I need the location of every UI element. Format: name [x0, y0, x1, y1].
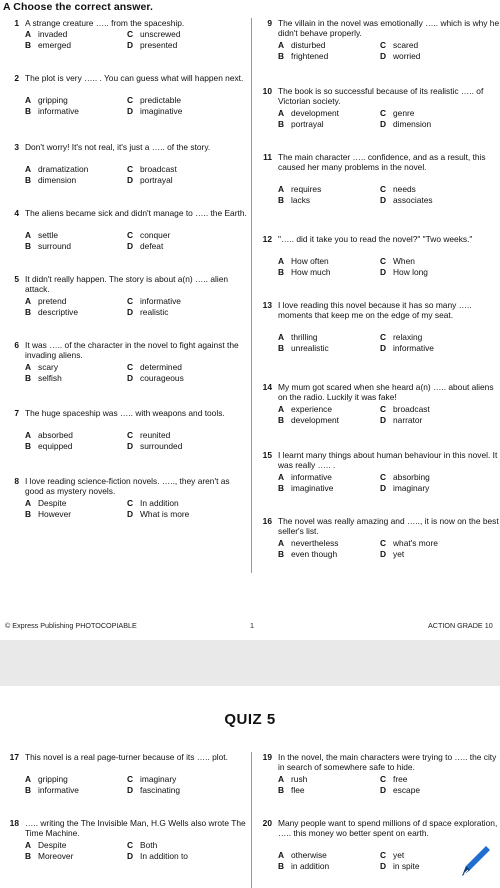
- option-text: thrilling: [291, 332, 318, 343]
- option-b[interactable]: [25, 373, 62, 383]
- question-number: 14: [262, 382, 272, 392]
- option-letter: B: [278, 861, 285, 872]
- option-text: absorbed: [38, 429, 73, 440]
- option-b[interactable]: [278, 119, 324, 129]
- option-letter: D: [380, 50, 387, 61]
- option-b[interactable]: [278, 785, 305, 795]
- question-stem: I love reading science-fiction novels. ….., they aren't as good as mystery novels.: [25, 476, 230, 497]
- option-letter: C: [380, 332, 387, 343]
- option-c[interactable]: [127, 95, 181, 105]
- option-letter: B: [25, 508, 32, 519]
- option-text: dimension: [38, 174, 77, 185]
- question-stem: A strange creature ….. from the spaceship.: [25, 18, 185, 28]
- option-a[interactable]: [278, 40, 325, 50]
- option-text: portrayal: [291, 118, 324, 129]
- option-text: determined: [140, 361, 182, 372]
- option-text: in spite: [393, 861, 420, 872]
- option-text: disturbed: [291, 39, 326, 50]
- option-letter: A: [25, 839, 32, 850]
- option-text: courageous: [140, 372, 184, 383]
- option-a[interactable]: [25, 498, 66, 508]
- option-text: absorbing: [393, 471, 430, 482]
- option-c[interactable]: [127, 774, 176, 784]
- option-d[interactable]: [380, 549, 404, 559]
- option-letter: D: [127, 240, 134, 251]
- question-stem: The main character ….. confidence, and as a result, this caused her many problems in the novel.: [278, 152, 486, 173]
- question-number: 8: [14, 476, 19, 486]
- option-text: unscrewed: [140, 29, 181, 40]
- option-letter: B: [25, 440, 32, 451]
- question-stem: It was ….. of the character in the novel to fight against the invading aliens.: [25, 340, 239, 361]
- option-letter: D: [127, 850, 134, 861]
- option-b[interactable]: [25, 509, 71, 519]
- option-d[interactable]: [127, 307, 168, 317]
- option-b[interactable]: [278, 549, 337, 559]
- footer-copyright: © Express Publishing PHOTOCOPIABLE: [5, 621, 137, 630]
- option-text: informative: [140, 295, 181, 306]
- question-number: 18: [9, 818, 19, 828]
- question-number: 6: [14, 340, 19, 350]
- option-letter: C: [127, 839, 134, 850]
- question-number: 13: [262, 300, 272, 310]
- option-text: escape: [393, 784, 421, 795]
- option-text: development: [291, 107, 339, 118]
- option-letter: D: [127, 306, 134, 317]
- option-text: pretend: [38, 295, 67, 306]
- option-a[interactable]: [25, 230, 58, 240]
- option-text: narrator: [393, 414, 423, 425]
- option-letter: B: [25, 40, 32, 51]
- option-c[interactable]: [127, 498, 179, 508]
- option-letter: D: [127, 372, 134, 383]
- question-stem: The aliens became sick and didn't manage to ….. the Earth.: [25, 208, 247, 218]
- option-text: conquer: [140, 229, 171, 240]
- option-text: imaginative: [140, 105, 183, 116]
- option-a[interactable]: [278, 332, 318, 342]
- option-text: However: [38, 508, 72, 519]
- option-letter: C: [127, 163, 134, 174]
- option-d[interactable]: [127, 509, 189, 519]
- option-text: associates: [393, 195, 433, 206]
- option-letter: C: [380, 107, 387, 118]
- option-letter: B: [25, 174, 32, 185]
- question-stem: My mum got scared when she heard a(n) ….. about aliens on the radio. Luckily it was fake!: [278, 382, 494, 403]
- option-d[interactable]: [380, 343, 434, 353]
- question-stem: In the novel, the main characters were trying to ….. the city in search of somewhere safe to hide.: [278, 752, 497, 773]
- option-text: surround: [38, 240, 72, 251]
- option-letter: A: [278, 850, 285, 861]
- option-text: How much: [291, 266, 331, 277]
- option-d[interactable]: [127, 851, 188, 861]
- option-text: experience: [291, 403, 332, 414]
- option-letter: A: [278, 107, 285, 118]
- option-c[interactable]: [127, 29, 181, 39]
- option-c[interactable]: [127, 430, 170, 440]
- question-number: 16: [262, 516, 272, 526]
- option-text: surrounded: [140, 440, 183, 451]
- option-a[interactable]: [278, 108, 339, 118]
- footer-grade: ACTION GRADE 10: [428, 621, 493, 630]
- option-b[interactable]: [278, 483, 333, 493]
- option-a[interactable]: [25, 840, 66, 850]
- option-letter: D: [127, 440, 134, 451]
- option-text: lacks: [291, 195, 311, 206]
- question-number: 2: [14, 73, 19, 83]
- option-a[interactable]: [25, 95, 68, 105]
- option-text: dramatization: [38, 163, 89, 174]
- option-letter: C: [380, 471, 387, 482]
- option-letter: C: [127, 497, 134, 508]
- option-letter: C: [127, 429, 134, 440]
- option-a[interactable]: [278, 256, 329, 266]
- option-letter: C: [380, 773, 387, 784]
- option-d[interactable]: [380, 785, 420, 795]
- option-text: yet: [393, 548, 405, 559]
- option-letter: A: [278, 255, 285, 266]
- option-letter: B: [278, 482, 285, 493]
- option-text: equipped: [38, 440, 73, 451]
- option-letter: C: [380, 537, 387, 548]
- option-text: imaginary: [140, 773, 177, 784]
- question-number: 17: [9, 752, 19, 762]
- option-text: Both: [140, 839, 158, 850]
- option-a[interactable]: [25, 362, 58, 372]
- section-heading: A Choose the correct answer.: [3, 1, 154, 13]
- question-stem: ….. writing the The Invisible Man, H.G Wells also wrote The Time Machine.: [25, 818, 246, 839]
- question-number: 20: [262, 818, 272, 828]
- question-stem: It didn't really happen. The story is about a(n) ….. alien attack.: [25, 274, 229, 295]
- option-letter: B: [278, 118, 285, 129]
- option-letter: B: [25, 306, 32, 317]
- option-c[interactable]: [380, 774, 407, 784]
- option-letter: A: [278, 471, 285, 482]
- question-number: 15: [262, 450, 272, 460]
- option-text: descriptive: [38, 306, 79, 317]
- option-letter: D: [127, 508, 134, 519]
- option-d[interactable]: [380, 119, 431, 129]
- option-text: Despite: [38, 497, 67, 508]
- option-d[interactable]: [127, 373, 184, 383]
- option-c[interactable]: [380, 40, 418, 50]
- option-text: settle: [38, 229, 59, 240]
- question-number: 7: [14, 408, 19, 418]
- footer-page-number: 1: [250, 621, 254, 630]
- option-text: development: [291, 414, 339, 425]
- option-a[interactable]: [278, 472, 332, 482]
- option-text: How often: [291, 255, 329, 266]
- question-number: 4: [14, 208, 19, 218]
- option-letter: D: [380, 195, 387, 206]
- option-text: broadcast: [140, 163, 177, 174]
- question-number: 11: [263, 152, 272, 162]
- question-stem: This novel is a real page-turner because of its ….. plot.: [25, 752, 228, 762]
- option-letter: B: [25, 850, 32, 861]
- option-text: yet: [393, 850, 405, 861]
- option-letter: B: [25, 784, 32, 795]
- option-d[interactable]: [380, 267, 428, 277]
- option-letter: B: [278, 50, 285, 61]
- question-stem: Don't worry! It's not real, it's just a ….. of the story.: [25, 142, 211, 152]
- option-letter: D: [380, 414, 387, 425]
- option-letter: B: [278, 343, 285, 354]
- option-letter: C: [380, 850, 387, 861]
- option-letter: A: [25, 295, 32, 306]
- question-stem: The book is so successful because of its realistic ….. of Victorian society.: [278, 86, 484, 107]
- option-b[interactable]: [278, 195, 310, 205]
- option-text: what's more: [393, 537, 438, 548]
- option-c[interactable]: [380, 184, 416, 194]
- option-letter: D: [380, 482, 387, 493]
- option-letter: D: [380, 343, 387, 354]
- option-text: presented: [140, 40, 178, 51]
- option-text: needs: [393, 184, 416, 195]
- option-text: In addition to: [140, 850, 188, 861]
- option-b[interactable]: [278, 267, 331, 277]
- option-letter: D: [380, 266, 387, 277]
- question-number: 9: [267, 18, 272, 28]
- option-c[interactable]: [380, 332, 422, 342]
- option-text: requires: [291, 184, 322, 195]
- option-letter: B: [278, 784, 285, 795]
- option-text: How long: [393, 266, 428, 277]
- option-text: even though: [291, 548, 338, 559]
- option-letter: A: [25, 497, 32, 508]
- option-text: free: [393, 773, 408, 784]
- option-letter: A: [278, 39, 285, 50]
- option-d[interactable]: [127, 106, 182, 116]
- option-letter: D: [127, 784, 134, 795]
- option-letter: D: [127, 105, 134, 116]
- option-letter: B: [278, 195, 285, 206]
- option-letter: A: [278, 184, 285, 195]
- option-b[interactable]: [25, 851, 73, 861]
- option-text: reunited: [140, 429, 171, 440]
- option-a[interactable]: [25, 296, 66, 306]
- option-b[interactable]: [278, 861, 329, 871]
- option-text: When: [393, 255, 415, 266]
- option-letter: C: [127, 94, 134, 105]
- option-text: scared: [393, 39, 419, 50]
- option-c[interactable]: [127, 362, 182, 372]
- option-text: genre: [393, 107, 415, 118]
- option-c[interactable]: [380, 404, 430, 414]
- option-letter: B: [278, 548, 285, 559]
- option-letter: A: [25, 429, 32, 440]
- option-letter: B: [25, 372, 32, 383]
- option-text: relaxing: [393, 332, 423, 343]
- question-stem: The villain in the novel was emotionally ….. which is why he didn't behave properly.: [278, 18, 500, 39]
- option-letter: C: [380, 184, 387, 195]
- question-stem: The plot is very ….. . You can guess what will happen next.: [25, 73, 244, 83]
- question-number: 19: [262, 752, 272, 762]
- question-number: 1: [14, 18, 19, 28]
- option-text: invaded: [38, 29, 68, 40]
- option-text: dimension: [393, 118, 432, 129]
- option-text: imaginative: [291, 482, 334, 493]
- option-text: informative: [38, 105, 79, 116]
- option-text: selfish: [38, 372, 62, 383]
- option-c[interactable]: [380, 472, 430, 482]
- option-text: broadcast: [393, 403, 430, 414]
- option-d[interactable]: [127, 785, 180, 795]
- option-letter: C: [127, 295, 134, 306]
- option-letter: C: [380, 403, 387, 414]
- option-d[interactable]: [380, 415, 422, 425]
- option-d[interactable]: [380, 483, 429, 493]
- option-letter: A: [25, 29, 32, 40]
- option-letter: D: [127, 174, 134, 185]
- option-letter: C: [127, 229, 134, 240]
- option-text: defeat: [140, 240, 164, 251]
- option-a[interactable]: [278, 774, 307, 784]
- option-c[interactable]: [127, 296, 181, 306]
- option-text: scary: [38, 361, 59, 372]
- option-a[interactable]: [278, 184, 321, 194]
- option-c[interactable]: [380, 538, 438, 548]
- option-letter: A: [25, 361, 32, 372]
- option-c[interactable]: [380, 108, 414, 118]
- option-d[interactable]: [127, 441, 182, 451]
- option-text: informative: [291, 471, 332, 482]
- option-text: rush: [291, 773, 308, 784]
- option-text: fascinating: [140, 784, 181, 795]
- option-c[interactable]: [380, 256, 415, 266]
- option-text: In addition: [140, 497, 179, 508]
- option-d[interactable]: [127, 175, 173, 185]
- option-d[interactable]: [380, 195, 433, 205]
- option-text: gripping: [38, 94, 68, 105]
- option-letter: C: [127, 773, 134, 784]
- question-number: 12: [262, 234, 272, 244]
- option-text: unrealistic: [291, 343, 329, 354]
- option-a[interactable]: [25, 430, 73, 440]
- option-letter: A: [278, 537, 285, 548]
- option-a[interactable]: [25, 774, 68, 784]
- option-d[interactable]: [127, 40, 177, 50]
- option-letter: A: [278, 332, 285, 343]
- option-letter: D: [380, 861, 387, 872]
- quiz-title: QUIZ 5: [224, 711, 276, 728]
- option-b[interactable]: [25, 40, 71, 50]
- question-stem: The huge spaceship was ….. with weapons and tools.: [25, 408, 225, 418]
- option-b[interactable]: [25, 307, 78, 317]
- option-letter: B: [278, 266, 285, 277]
- option-letter: D: [380, 118, 387, 129]
- question-stem: The novel was really amazing and ….., it is now on the best seller's list.: [278, 516, 499, 537]
- option-b[interactable]: [25, 241, 71, 251]
- question-stem: "….. did it take you to read the novel?" "Two weeks.": [278, 234, 473, 244]
- option-b[interactable]: [25, 441, 72, 451]
- option-letter: B: [25, 105, 32, 116]
- option-letter: D: [380, 784, 387, 795]
- option-d[interactable]: [380, 861, 420, 871]
- column-divider-2: [251, 752, 252, 888]
- option-letter: A: [25, 229, 32, 240]
- option-text: Moreover: [38, 850, 74, 861]
- option-letter: B: [278, 414, 285, 425]
- option-c[interactable]: [380, 850, 404, 860]
- option-letter: B: [25, 240, 32, 251]
- option-text: otherwise: [291, 850, 327, 861]
- option-text: informative: [393, 343, 434, 354]
- option-text: flee: [291, 784, 305, 795]
- option-text: worried: [393, 50, 421, 61]
- option-letter: C: [380, 39, 387, 50]
- question-number: 3: [14, 142, 19, 152]
- option-text: portrayal: [140, 174, 173, 185]
- option-a[interactable]: [25, 29, 67, 39]
- question-stem: Many people want to spend millions of d space exploration, ….. this money wo better spent on earth.: [278, 818, 498, 839]
- option-text: informative: [38, 784, 79, 795]
- column-divider: [251, 18, 252, 573]
- option-text: frightened: [291, 50, 329, 61]
- option-c[interactable]: [127, 840, 157, 850]
- option-b[interactable]: [278, 415, 339, 425]
- question-number: 5: [14, 274, 19, 284]
- option-letter: A: [278, 773, 285, 784]
- option-a[interactable]: [25, 164, 88, 174]
- option-letter: A: [25, 773, 32, 784]
- option-b[interactable]: [25, 785, 79, 795]
- option-b[interactable]: [25, 175, 76, 185]
- option-text: gripping: [38, 773, 68, 784]
- question-stem: I love reading this novel because it has so many ….. moments that keep me on the edge of my seat.: [278, 300, 472, 321]
- option-text: Despite: [38, 839, 67, 850]
- option-letter: A: [25, 163, 32, 174]
- option-d[interactable]: [380, 51, 420, 61]
- option-letter: C: [127, 361, 134, 372]
- question-number: 10: [262, 86, 272, 96]
- question-stem: I learnt many things about human behaviour in this novel. It was really ….. .: [278, 450, 498, 471]
- pen-icon[interactable]: [456, 840, 496, 880]
- option-a[interactable]: [278, 538, 339, 548]
- option-text: emerged: [38, 40, 72, 51]
- option-letter: D: [380, 548, 387, 559]
- option-text: What is more: [140, 508, 190, 519]
- option-text: imaginary: [393, 482, 430, 493]
- option-text: realistic: [140, 306, 169, 317]
- option-letter: A: [25, 94, 32, 105]
- option-b[interactable]: [278, 343, 329, 353]
- option-d[interactable]: [127, 241, 163, 251]
- option-c[interactable]: [127, 164, 177, 174]
- option-b[interactable]: [25, 106, 79, 116]
- option-letter: C: [127, 29, 134, 40]
- option-letter: D: [127, 40, 134, 51]
- option-text: predictable: [140, 94, 181, 105]
- option-letter: A: [278, 403, 285, 414]
- option-b[interactable]: [278, 51, 328, 61]
- option-text: nevertheless: [291, 537, 339, 548]
- page-gap: [0, 640, 500, 686]
- option-text: in addition: [291, 861, 330, 872]
- option-letter: C: [380, 255, 387, 266]
- option-c[interactable]: [127, 230, 170, 240]
- option-a[interactable]: [278, 850, 327, 860]
- option-a[interactable]: [278, 404, 332, 414]
